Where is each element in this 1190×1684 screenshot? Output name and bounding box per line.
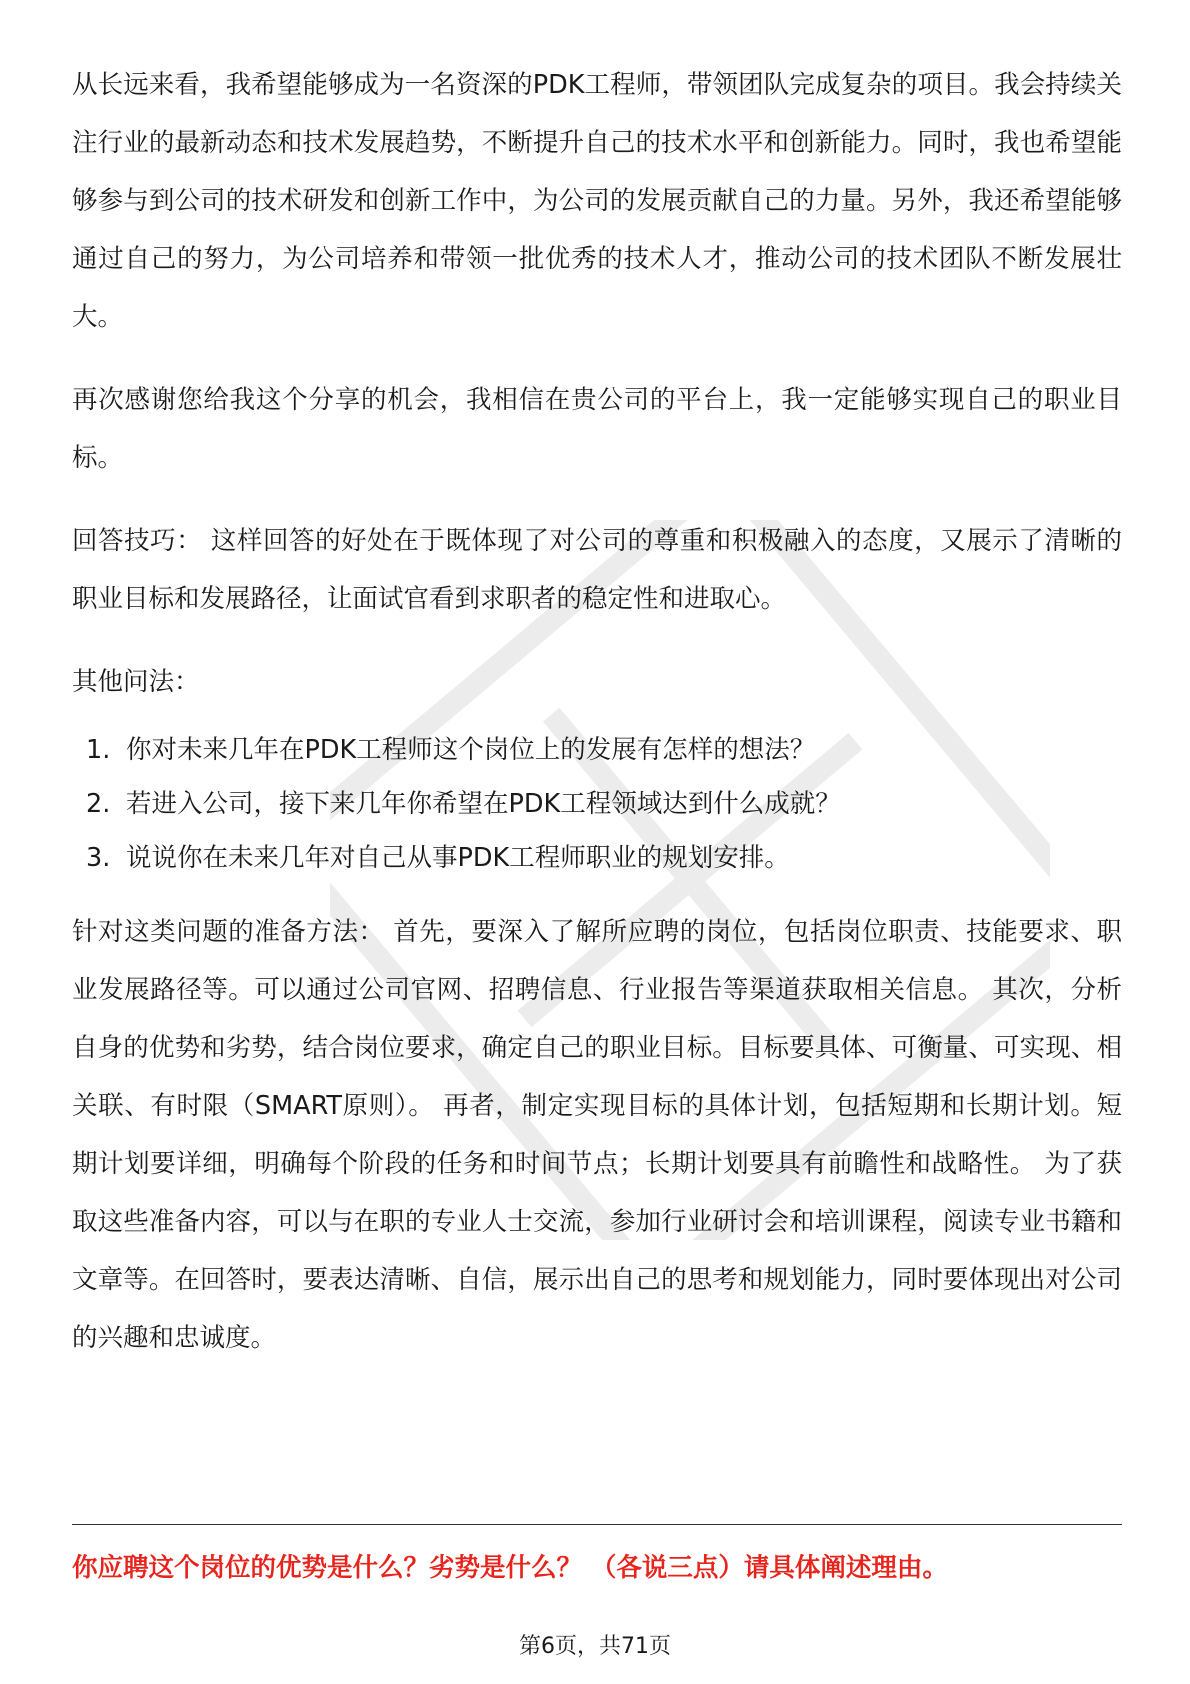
list-item: [72, 777, 1122, 831]
list-item-text: 你对未来几年在PDK工程师这个岗位上的发展有怎样的想法？: [126, 735, 816, 765]
next-question-heading: 你应聘这个岗位的优势是什么？劣势是什么？ （各说三点）请具体阐述理由。: [72, 1553, 948, 1583]
list-item-number: 3.: [86, 843, 111, 873]
paragraph-career-goal: 从长远来看，我希望能够成为一名资深的PDK工程师，带领团队完成复杂的项目。我会持续关注行业的最新动态和技术发展趋势，不断提升自己的技术水平和创新能力。同时，我也希望能够参与到公司的技术研发和创新工作中，为公司的发展贡献自己的力量。另外，我还希望能够通过自己的努力，为公司培养和带领一批优秀的技术人才，推动公司的技术团队不断发展壮大。: [72, 70, 1122, 332]
list-item-text: 若进入公司，接下来几年你希望在PDK工程领域达到什么成就？: [126, 789, 841, 819]
list-item: [72, 723, 1122, 777]
main-content: [72, 56, 1122, 1367]
paragraph-answer-tips: 回答技巧： 这样回答的好处在于既体现了对公司的尊重和积极融入的态度，又展示了清晰的职业目标和发展路径，让面试官看到求职者的稳定性和进取心。: [72, 526, 1122, 614]
list-item-number: 1.: [86, 735, 111, 765]
other-questions-label: 其他问法：: [72, 667, 200, 697]
paragraph-thanks: 再次感谢您给我这个分享的机会，我相信在贵公司的平台上，我一定能够实现自己的职业目标。: [72, 385, 1122, 473]
list-item-number: 2.: [86, 789, 111, 819]
list-item: [72, 831, 1122, 885]
paragraph-preparation: 针对这类问题的准备方法： 首先，要深入了解所应聘的岗位，包括岗位职责、技能要求、职业发展路径等。可以通过公司官网、招聘信息、行业报告等渠道获取相关信息。 其次，分析自身的优势和劣势，结合岗位要求，确定自己的职业目标。目标要具体、可衡量、可实现、相关联、有时限（SMART原则）。 再者，制定实现目标的具体计划，包括短期和长期计划。短期计划要详细，明确每个阶段的任务和时间节点；长期计划要具有前瞻性和战略性。 为了获取这些准备内容，可以与在职的专业人士交流，参加行业研讨会和培训课程，阅读专业书籍和文章等。在回答时，要表达清晰、自信，展示出自己的思考和规划能力，同时要体现出对公司的兴趣和忠诚度。: [72, 917, 1122, 1353]
page-number: 第6页，共71页: [519, 1634, 671, 1659]
list-item-text: 说说你在未来几年对自己从事PDK工程师职业的规划安排。: [126, 843, 790, 873]
section-divider: [72, 1524, 1122, 1525]
other-questions-list: [72, 723, 1122, 885]
